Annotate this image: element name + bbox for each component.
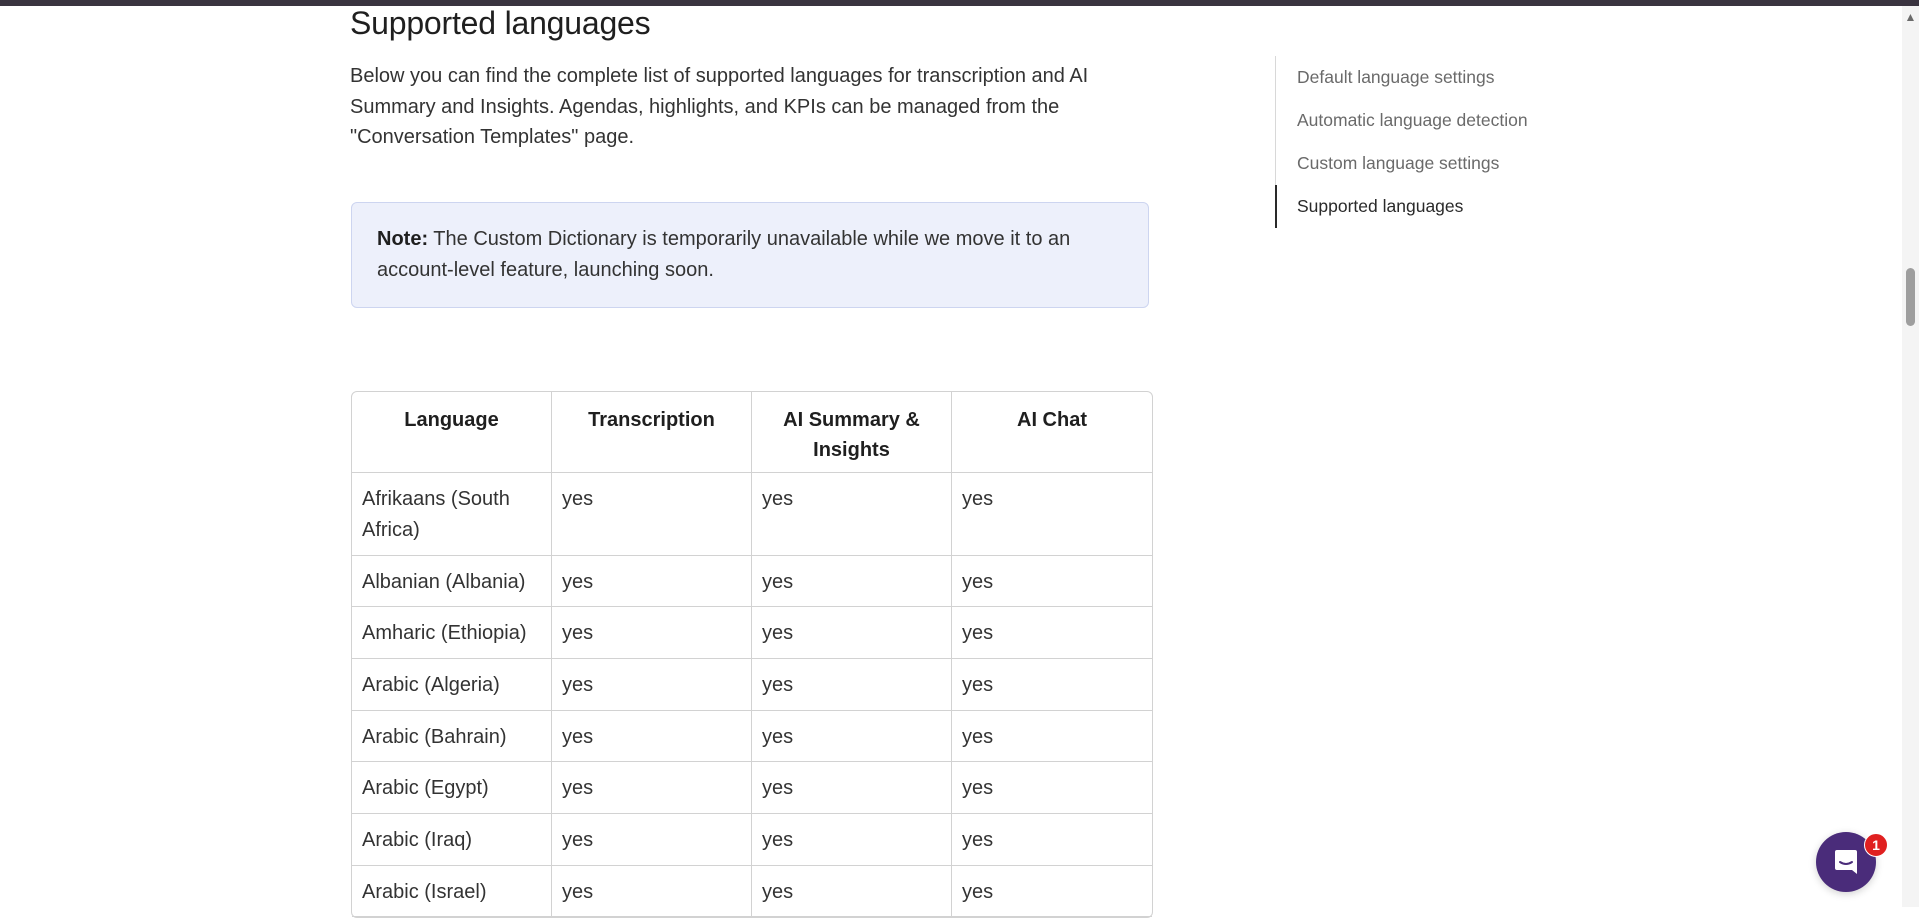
cell-language: Arabic (Israel) xyxy=(352,866,552,918)
cell-language: Arabic (Egypt) xyxy=(352,762,552,814)
cell-ai-summary: yes xyxy=(752,556,952,608)
cell-ai-chat: yes xyxy=(952,711,1152,763)
cell-language: Arabic (Algeria) xyxy=(352,659,552,711)
cell-ai-chat: yes xyxy=(952,473,1152,556)
scrollbar-thumb[interactable] xyxy=(1906,268,1915,326)
cell-language: Arabic (Bahrain) xyxy=(352,711,552,763)
cell-ai-summary: yes xyxy=(752,814,952,866)
scroll-up-arrow-icon[interactable]: ▲ xyxy=(1904,10,1917,24)
cell-language: Albanian (Albania) xyxy=(352,556,552,608)
browser-top-bar xyxy=(0,0,1919,6)
chat-bubble-icon xyxy=(1833,848,1859,876)
note-text: The Custom Dictionary is temporarily unavailable while we move it to an account-level feature, launching soon. xyxy=(377,228,1071,281)
table-row xyxy=(352,762,1152,814)
cell-ai-summary: yes xyxy=(752,607,952,659)
column-header-ai-summary: AI Summary & Insights xyxy=(752,392,952,473)
table-row xyxy=(352,607,1152,659)
cell-ai-chat: yes xyxy=(952,556,1152,608)
cell-ai-summary: yes xyxy=(752,473,952,556)
table-header-row xyxy=(352,392,1152,473)
cell-transcription: yes xyxy=(552,659,752,711)
cell-transcription: yes xyxy=(552,762,752,814)
cell-transcription: yes xyxy=(552,473,752,556)
table-body xyxy=(352,473,1152,917)
table-of-contents xyxy=(1275,56,1576,228)
cell-ai-chat: yes xyxy=(952,762,1152,814)
table-row xyxy=(352,556,1152,608)
table-row xyxy=(352,814,1152,866)
cell-transcription: yes xyxy=(552,556,752,608)
cell-ai-summary: yes xyxy=(752,866,952,918)
cell-ai-summary: yes xyxy=(752,711,952,763)
cell-ai-chat: yes xyxy=(952,659,1152,711)
intro-paragraph: Below you can find the complete list of supported languages for transcription and AI Summary and Insights. Agendas, highlights, and KPIs can be managed from the "Conversation Templates" page. xyxy=(350,65,1089,148)
column-header-transcription: Transcription xyxy=(552,392,752,473)
note-callout xyxy=(351,202,1149,308)
cell-ai-chat: yes xyxy=(952,607,1152,659)
note-label: Note: xyxy=(377,228,429,250)
page-title: Supported languages xyxy=(350,5,651,41)
cell-ai-summary: yes xyxy=(752,762,952,814)
notification-badge: 1 xyxy=(1864,833,1888,857)
toc-item-automatic-language-detection[interactable]: Automatic language detection xyxy=(1297,110,1528,130)
cell-language: Amharic (Ethiopia) xyxy=(352,607,552,659)
supported-languages-table xyxy=(351,391,1153,918)
cell-ai-summary: yes xyxy=(752,659,952,711)
cell-language: Arabic (Iraq) xyxy=(352,814,552,866)
table-row xyxy=(352,711,1152,763)
cell-ai-chat: yes xyxy=(952,866,1152,918)
toc-item-supported-languages[interactable]: Supported languages xyxy=(1276,185,1576,228)
column-header-language: Language xyxy=(352,392,552,473)
table-row xyxy=(352,659,1152,711)
table-row xyxy=(352,473,1152,556)
page-scrollbar[interactable] xyxy=(1902,6,1919,907)
cell-transcription: yes xyxy=(552,607,752,659)
cell-transcription: yes xyxy=(552,814,752,866)
cell-language: Afrikaans (South Africa) xyxy=(352,473,552,556)
cell-transcription: yes xyxy=(552,866,752,918)
cell-ai-chat: yes xyxy=(952,814,1152,866)
cell-transcription: yes xyxy=(552,711,752,763)
toc-item-custom-language-settings[interactable]: Custom language settings xyxy=(1297,153,1500,173)
table-row xyxy=(352,866,1152,918)
column-header-ai-chat: AI Chat xyxy=(952,392,1152,473)
toc-item-default-language-settings[interactable]: Default language settings xyxy=(1297,67,1495,87)
